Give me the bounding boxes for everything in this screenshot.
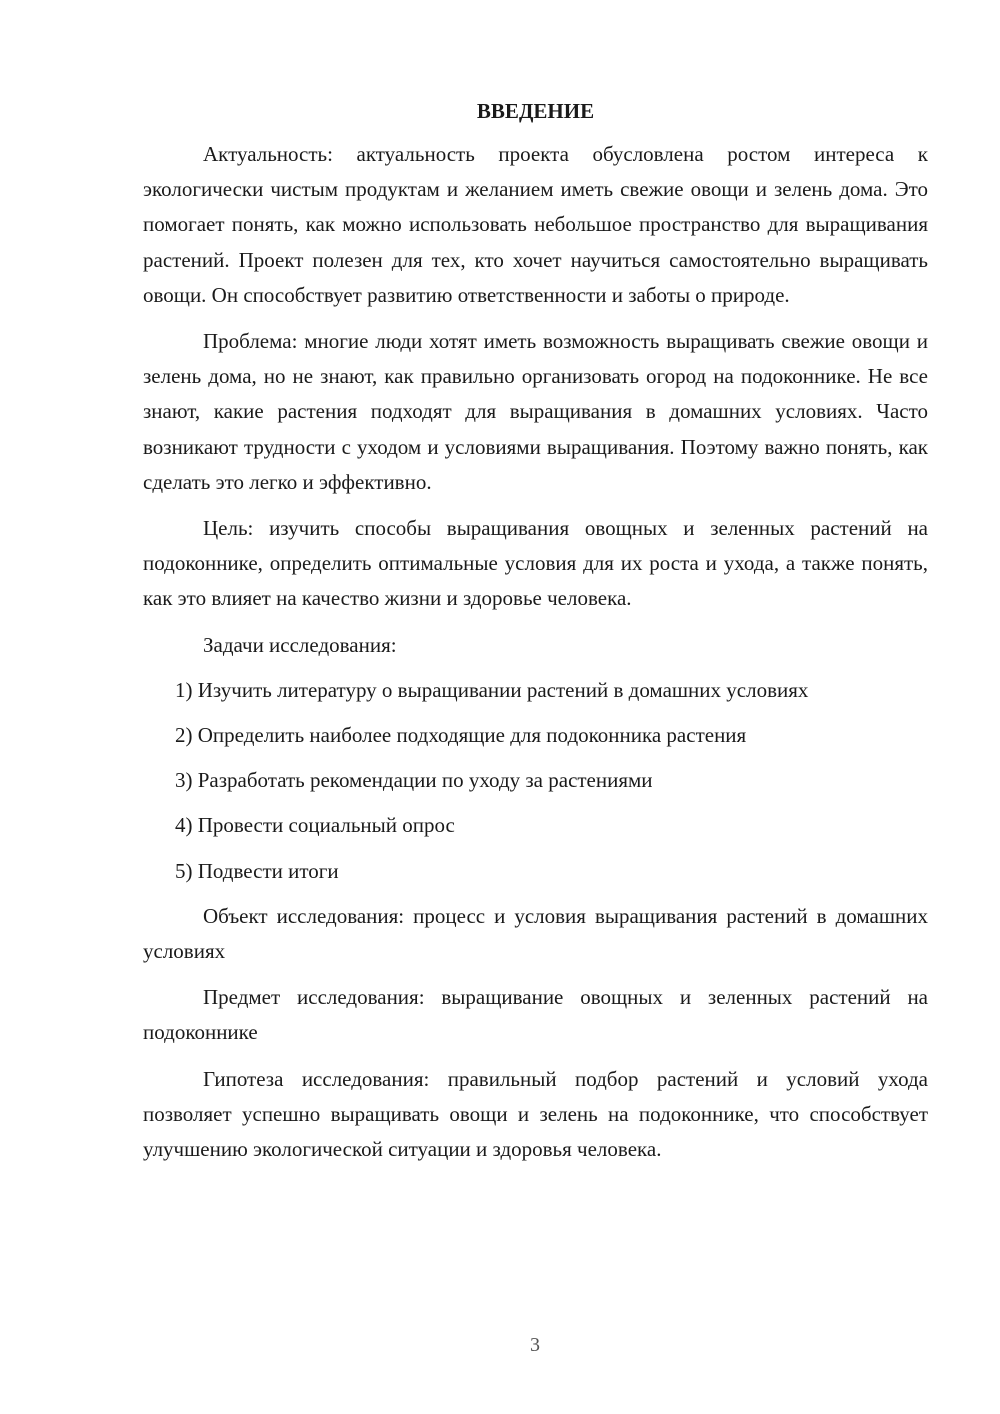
task-item: 1) Изучить литературу о выращивании растений в домашних условиях <box>175 677 809 702</box>
task-item: 5) Подвести итоги <box>175 858 339 883</box>
subject-paragraph: Предмет исследования: выращивание овощных и зеленных растений на подоконнике <box>143 985 928 1045</box>
goal-paragraph: Цель: изучить способы выращивания овощных и зеленных растений на подоконнике, определить оптимальные условия для их роста и ухода, а также понять, как это влияет на качество жизни и здоровье человека. <box>143 516 928 611</box>
task-list <box>143 673 928 889</box>
hypothesis-paragraph: Гипотеза исследования: правильный подбор растений и условий ухода позволяет успешно выращивать овощи и зелень на подоконнике, что способствует улучшению экологической ситуации и здоровья человека. <box>143 1066 928 1162</box>
tasks-title: Задачи исследования: <box>203 632 397 657</box>
task-item: 2) Определить наиболее подходящие для подоконника растения <box>175 723 747 748</box>
task-item: 4) Провести социальный опрос <box>175 813 455 838</box>
object-paragraph: Объект исследования: процесс и условия выращивания растений в домашних условиях <box>143 903 928 964</box>
section-heading: ВВЕДЕНИЕ <box>476 99 595 123</box>
page-number: 3 <box>530 1334 540 1356</box>
problem-paragraph: Проблема: многие люди хотят иметь возможность выращивать свежие овощи и зелень дома, но не знают, как правильно организовать огород на подоконнике. Не все знают, какие растения подходят для выращивания в домашних условиях. Часто возникают трудности с уходом и условиями выращивания. Поэтому важно понять, как сделать это легко и эффективно. <box>143 329 928 494</box>
page-content <box>143 95 928 1178</box>
task-item: 3) Разработать рекомендации по уходу за растениями <box>175 768 653 793</box>
relevance-paragraph: Актуальность: актуальность проекта обусловлена ростом интереса к экологически чистым продуктам и желанием иметь свежие овощи и зелень дома. Это помогает понять, как можно использовать небольшое пространство для выращивания растений. Проект полезен для тех, кто хочет научиться самостоятельно выращивать овощи. Он способствует развитию ответственности и заботы о природе. <box>143 142 928 307</box>
